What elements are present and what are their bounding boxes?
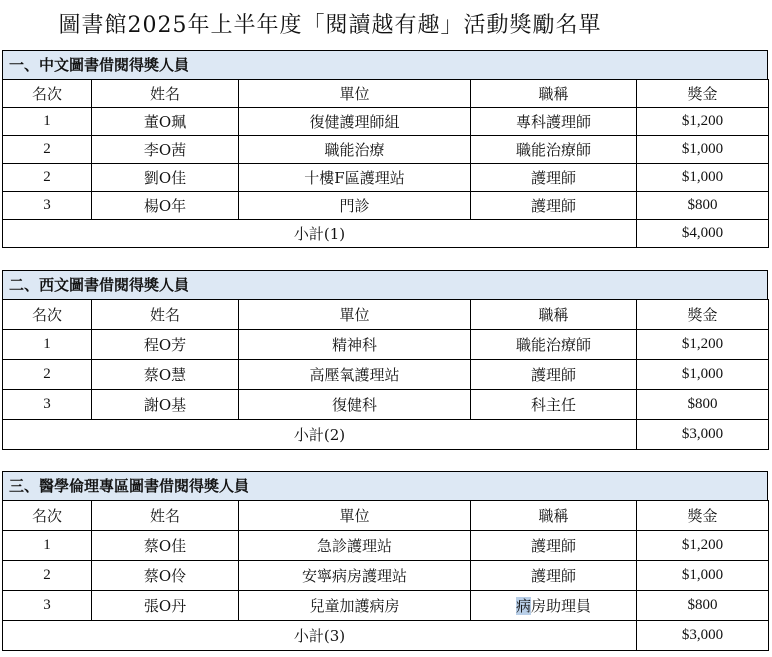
unit-cell: 門診 (239, 192, 471, 220)
table-row (3, 591, 769, 621)
rank-cell: 1 (3, 330, 92, 360)
job-title-cell: 科主任 (471, 390, 637, 420)
table-row (3, 164, 769, 192)
column-header-unit: 單位 (239, 501, 471, 531)
table-row (3, 192, 769, 220)
amount-cell: $1,200 (637, 531, 769, 561)
amount-cell: $800 (637, 192, 769, 220)
amount-cell: $800 (637, 591, 769, 621)
section-western-books (2, 270, 768, 450)
subtotal-row (3, 621, 769, 651)
rank-cell: 2 (3, 136, 92, 164)
table-row (3, 390, 769, 420)
amount-cell: $800 (637, 390, 769, 420)
column-header-rank: 名次 (3, 300, 92, 330)
column-header-title: 職稱 (471, 501, 637, 531)
rank-cell: 2 (3, 561, 92, 591)
amount-cell: $1,000 (637, 136, 769, 164)
column-header-unit: 單位 (239, 300, 471, 330)
name-cell: 張O丹 (92, 591, 239, 621)
name-cell: 程O芳 (92, 330, 239, 360)
column-header-title: 職稱 (471, 80, 637, 108)
award-table (2, 79, 769, 248)
column-header-rank: 名次 (3, 501, 92, 531)
amount-cell: $1,000 (637, 561, 769, 591)
rank-cell: 3 (3, 591, 92, 621)
unit-cell: 高壓氧護理站 (239, 360, 471, 390)
rank-cell: 2 (3, 164, 92, 192)
column-header-rank: 名次 (3, 80, 92, 108)
name-cell: 董O珮 (92, 108, 239, 136)
subtotal-label: 小計(1) (3, 220, 637, 248)
table-row (3, 108, 769, 136)
column-header-name: 姓名 (92, 501, 239, 531)
column-header-amount: 獎金 (637, 80, 769, 108)
unit-cell: 十樓F區護理站 (239, 164, 471, 192)
job-title-cell: 職能治療師 (471, 136, 637, 164)
unit-cell: 兒童加護病房 (239, 591, 471, 621)
table-header-row (3, 501, 769, 531)
job-title-cell: 專科護理師 (471, 108, 637, 136)
subtotal-amount: $4,000 (637, 220, 769, 248)
amount-cell: $1,200 (637, 108, 769, 136)
job-title-cell: 護理師 (471, 561, 637, 591)
section-header: 三、醫學倫理專區圖書借閱得獎人員 (2, 471, 768, 500)
selected-text-highlight: 病 (515, 597, 531, 615)
subtotal-label: 小計(3) (3, 621, 637, 651)
name-cell: 謝O基 (92, 390, 239, 420)
table-row (3, 136, 769, 164)
name-cell: 蔡O慧 (92, 360, 239, 390)
rank-cell: 3 (3, 390, 92, 420)
unit-cell: 安寧病房護理站 (239, 561, 471, 591)
rank-cell: 2 (3, 360, 92, 390)
name-cell: 劉O佳 (92, 164, 239, 192)
amount-cell: $1,000 (637, 360, 769, 390)
column-header-name: 姓名 (92, 80, 239, 108)
column-header-unit: 單位 (239, 80, 471, 108)
name-cell: 李O茜 (92, 136, 239, 164)
section-header: 一、中文圖書借閱得獎人員 (2, 50, 768, 79)
amount-cell: $1,000 (637, 164, 769, 192)
unit-cell: 急診護理站 (239, 531, 471, 561)
name-cell: 蔡O伶 (92, 561, 239, 591)
name-cell: 楊O年 (92, 192, 239, 220)
column-header-name: 姓名 (92, 300, 239, 330)
unit-cell: 復健科 (239, 390, 471, 420)
rank-cell: 1 (3, 531, 92, 561)
subtotal-amount: $3,000 (637, 621, 769, 651)
award-table (2, 500, 769, 651)
job-title-cell: 護理師 (471, 164, 637, 192)
table-row (3, 561, 769, 591)
section-chinese-books (2, 50, 768, 248)
unit-cell: 精神科 (239, 330, 471, 360)
column-header-title: 職稱 (471, 300, 637, 330)
page-title: 圖書館2025年上半年度「閱讀越有趣」活動獎勵名單 (58, 13, 602, 38)
column-header-amount: 獎金 (637, 300, 769, 330)
job-title-cell: 護理師 (471, 531, 637, 561)
name-cell: 蔡O佳 (92, 531, 239, 561)
job-title-cell: 護理師 (471, 360, 637, 390)
rank-cell: 1 (3, 108, 92, 136)
table-header-row (3, 300, 769, 330)
unit-cell: 職能治療 (239, 136, 471, 164)
job-title-cell: 護理師 (471, 192, 637, 220)
amount-cell: $1,200 (637, 330, 769, 360)
subtotal-row (3, 420, 769, 450)
subtotal-amount: $3,000 (637, 420, 769, 450)
table-row (3, 531, 769, 561)
table-header-row (3, 80, 769, 108)
subtotal-label: 小計(2) (3, 420, 637, 450)
table-row (3, 330, 769, 360)
column-header-amount: 獎金 (637, 501, 769, 531)
table-row (3, 360, 769, 390)
section-header: 二、西文圖書借閱得獎人員 (2, 270, 768, 299)
section-medical-ethics-books (2, 471, 768, 651)
subtotal-row (3, 220, 769, 248)
award-table (2, 299, 769, 450)
unit-cell: 復健護理師組 (239, 108, 471, 136)
job-title-cell (471, 591, 637, 621)
rank-cell: 3 (3, 192, 92, 220)
job-title-text: 房助理員 (531, 597, 592, 615)
job-title-cell: 職能治療師 (471, 330, 637, 360)
